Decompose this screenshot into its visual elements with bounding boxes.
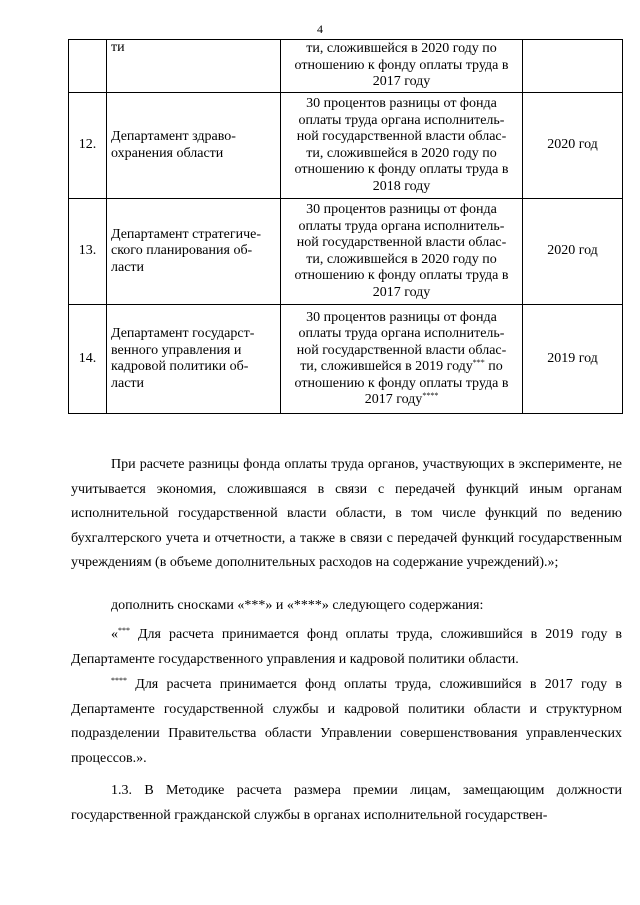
- row-number: [69, 40, 107, 93]
- basis-line: 2018 году: [372, 178, 431, 194]
- footnote-mark: ****: [422, 391, 439, 400]
- row-number: 12.: [69, 93, 107, 199]
- dept-line: ского планирования об-: [111, 243, 253, 259]
- year-cell: 2020 год: [523, 199, 623, 305]
- basis-line: ти, сложившейся в 2019 году: [300, 359, 473, 374]
- paragraph-footnote-intro: [71, 594, 622, 619]
- paragraph-economy-note: [71, 453, 622, 576]
- year-cell: [523, 40, 623, 93]
- table-row: [69, 305, 623, 414]
- department-name: [107, 40, 281, 93]
- dept-line: Департамент стратегиче-: [111, 226, 261, 242]
- row-number: 14.: [69, 305, 107, 414]
- basis-line: отношению к фонду оплаты труда в: [294, 375, 509, 391]
- dept-line: Департамент здраво-: [111, 129, 236, 144]
- department-name: [107, 93, 281, 199]
- dept-line: кадровой политики об-: [111, 359, 249, 374]
- dept-line: охранения области: [111, 145, 224, 161]
- dept-line: венного управления и: [111, 342, 242, 358]
- basis-line: отношению к фонду оплаты труда в: [294, 268, 509, 283]
- calculation-basis: [281, 40, 523, 93]
- basis-line: оплаты труда органа исполнитель-: [298, 112, 505, 128]
- dept-line: ти: [111, 40, 125, 55]
- basis-line: 2017 году: [364, 392, 423, 407]
- footnote-mark: ****: [111, 676, 127, 685]
- footnote-1: [71, 623, 622, 672]
- footnote-2: [71, 673, 622, 771]
- basis-line: ти, сложившейся в 2020 году по: [306, 41, 497, 57]
- page-number: 4: [317, 22, 323, 36]
- calculation-basis: [281, 93, 523, 199]
- paragraph-text: 1.3. В Методике расчета размера премии лицам, замещающим должности государственной гражданской службы в органах исполнительной государствен-: [71, 783, 622, 823]
- year-cell: 2019 год: [523, 305, 623, 414]
- paragraph-text: При расчете разницы фонда оплаты труда органов, участвующих в эксперименте, не учитывается экономия, сложившаяся в связи с передачей функций иным органам исполнительной государственной власти области, в том числе функций по ведению бухгалтерского учета и отчетности, а также в связи с передачей функций государственным учреждениям (в объеме дополнительных расходов на содержание учреждений).»;: [71, 457, 622, 570]
- footnote-text: Для расчета принимается фонд оплаты труда, сложившийся в 2017 году в Департаменте государственной службы и кадровой политики области и структурном подразделении Правительства области Управлении совершенствования управленческих процессов.».: [71, 677, 622, 766]
- table-row: [69, 199, 623, 305]
- department-name: [107, 305, 281, 414]
- basis-line: ти, сложившейся в 2020 году по: [306, 145, 497, 161]
- basis-line: оплаты труда органа исполнитель-: [298, 326, 505, 341]
- basis-line: ной государственной власти облас-: [296, 235, 507, 250]
- basis-line: 30 процентов разницы от фонда: [306, 96, 497, 111]
- basis-line: 30 процентов разницы от фонда: [306, 202, 497, 217]
- paragraph-text: дополнить сносками «***» и «****» следующего содержания:: [111, 598, 484, 613]
- paragraph-section-1-3: [71, 779, 622, 828]
- calculation-basis: [281, 305, 523, 414]
- quote-open: «: [111, 627, 118, 642]
- table-row: [69, 93, 623, 199]
- year-cell: 2020 год: [523, 93, 623, 199]
- basis-line: по: [488, 359, 503, 374]
- row-number: 13.: [69, 199, 107, 305]
- dept-line: ласти: [111, 375, 145, 391]
- basis-line: 2017 году: [372, 74, 431, 90]
- table-row: [69, 40, 623, 93]
- dept-line: ласти: [111, 259, 145, 275]
- basis-line: 2017 году: [372, 284, 431, 300]
- basis-line: отношению к фонду оплаты труда в: [294, 57, 509, 73]
- footnote-mark: ***: [472, 358, 485, 367]
- basis-line: ной государственной власти облас-: [296, 342, 507, 358]
- basis-line: ти, сложившейся в 2020 году по: [306, 251, 497, 267]
- department-name: [107, 199, 281, 305]
- basis-line: 30 процентов разницы от фонда: [306, 309, 497, 325]
- basis-line: отношению к фонду оплаты труда в: [294, 162, 509, 177]
- footnote-mark: ***: [118, 626, 130, 635]
- basis-line: ной государственной власти облас-: [296, 129, 507, 144]
- calculation-basis: [281, 199, 523, 305]
- footnote-text: Для расчета принимается фонд оплаты труда, сложившийся в 2019 году в Департаменте государственного управления и кадровой политики области.: [71, 627, 622, 667]
- dept-line: Департамент государст-: [111, 326, 255, 341]
- experiment-table: [68, 39, 623, 414]
- basis-line: оплаты труда органа исполнитель-: [298, 218, 505, 234]
